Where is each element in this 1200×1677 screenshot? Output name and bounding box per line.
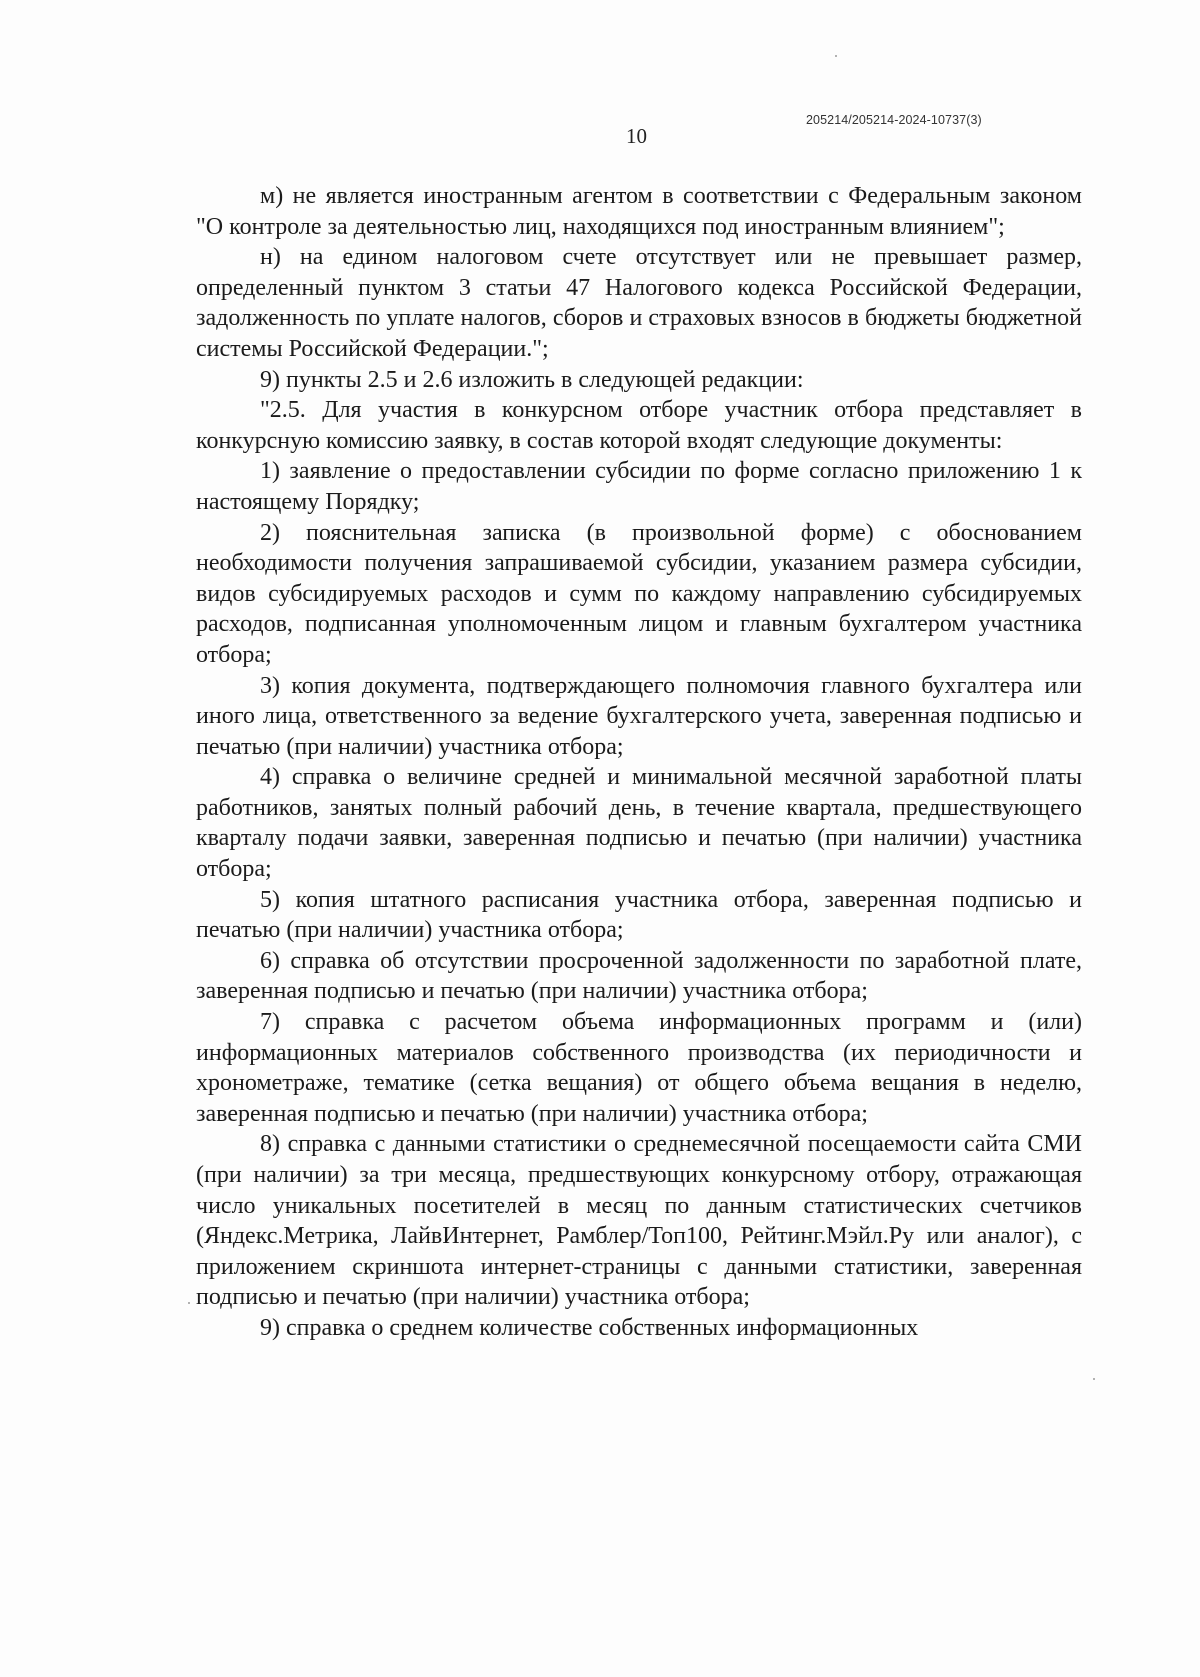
paragraph-item-n: н) на едином налоговом счете отсутствует или не превышает размер, определенный пунктом 3 статьи 47 Налогового кодекса Российской Федерации, задолженность по уплате налогов, сборов и страховых взносов в бюджеты бюджетной системы Российской Федерации.";: [196, 244, 1082, 362]
list-item-2: 2) пояснительная записка (в произвольной форме) с обоснованием необходимости получения запрашиваемой субсидии, указанием размера субсидии, видов субсидируемых расходов и сумм по каждому направлению субсидируемых расходов, подписанная уполномоченным лицом и главным бухгалтером участника отбора;: [196, 519, 1082, 668]
list-item-8: 8) справка с данными статистики о среднемесячной посещаемости сайта СМИ (при наличии) за три месяца, предшествующих конкурсному отбору, отражающая число уникальных посетителей в месяц по данным статистических счетчиков (Яндекс.Метрика, ЛайвИнтернет, Рамблер/Топ100, Рейтинг.Мэйл.Ру или аналог), с приложением скриншота интернет-страницы с данными статистики, заверенная подписью и печатью (при наличии) участника отбора;: [196, 1131, 1082, 1311]
scan-speck: [1093, 1378, 1095, 1380]
document-body: [196, 181, 1082, 1344]
list-item-4: 4) справка о величине средней и минимальной месячной заработной платы работников, занятых полный рабочий день, в течение квартала, предшествующего кварталу подачи заявки, заверенная подписью и печатью (при наличии) участника отбора;: [196, 764, 1082, 883]
scan-speck: [835, 55, 837, 57]
paragraph-clause-2-5: "2.5. Для участия в конкурсном отборе участник отбора представляет в конкурсную комиссию заявку, в состав которой входят следующие документы:: [196, 397, 1082, 454]
list-item-1: 1) заявление о предоставлении субсидии по форме согласно приложению 1 к настоящему Порядку;: [196, 458, 1082, 515]
paragraph-amendment-9: 9) пункты 2.5 и 2.6 изложить в следующей редакции:: [260, 366, 804, 393]
list-item-7: 7) справка с расчетом объема информационных программ и (или) информационных материалов собственного производства (их периодичности и хронометраже, тематике (сетка вещания) от общего объема вещания в неделю, заверенная подписью и печатью (при наличии) участника отбора;: [196, 1009, 1082, 1127]
list-item-3: 3) копия документа, подтверждающего полномочия главного бухгалтера или иного лица, ответственного за ведение бухгалтерского учета, заверенная подписью и печатью (при наличии) участника отбора;: [196, 672, 1082, 760]
page-number: 10: [626, 124, 647, 148]
list-item-5: 5) копия штатного расписания участника отбора, заверенная подписью и печатью (при наличии) участника отбора;: [196, 886, 1082, 944]
document-registration-number: 205214/205214-2024-10737(3): [806, 113, 982, 127]
paragraph-item-m: м) не является иностранным агентом в соответствии с Федеральным законом "О контроле за деятельностью лиц, находящихся под иностранным влиянием";: [196, 183, 1082, 240]
list-item-6: 6) справка об отсутствии просроченной задолженности по заработной плате, заверенная подписью и печатью (при наличии) участника отбора;: [196, 947, 1082, 1005]
list-item-9: 9) справка о среднем количестве собственных информационных: [260, 1314, 919, 1341]
scan-speck: [188, 1302, 190, 1304]
